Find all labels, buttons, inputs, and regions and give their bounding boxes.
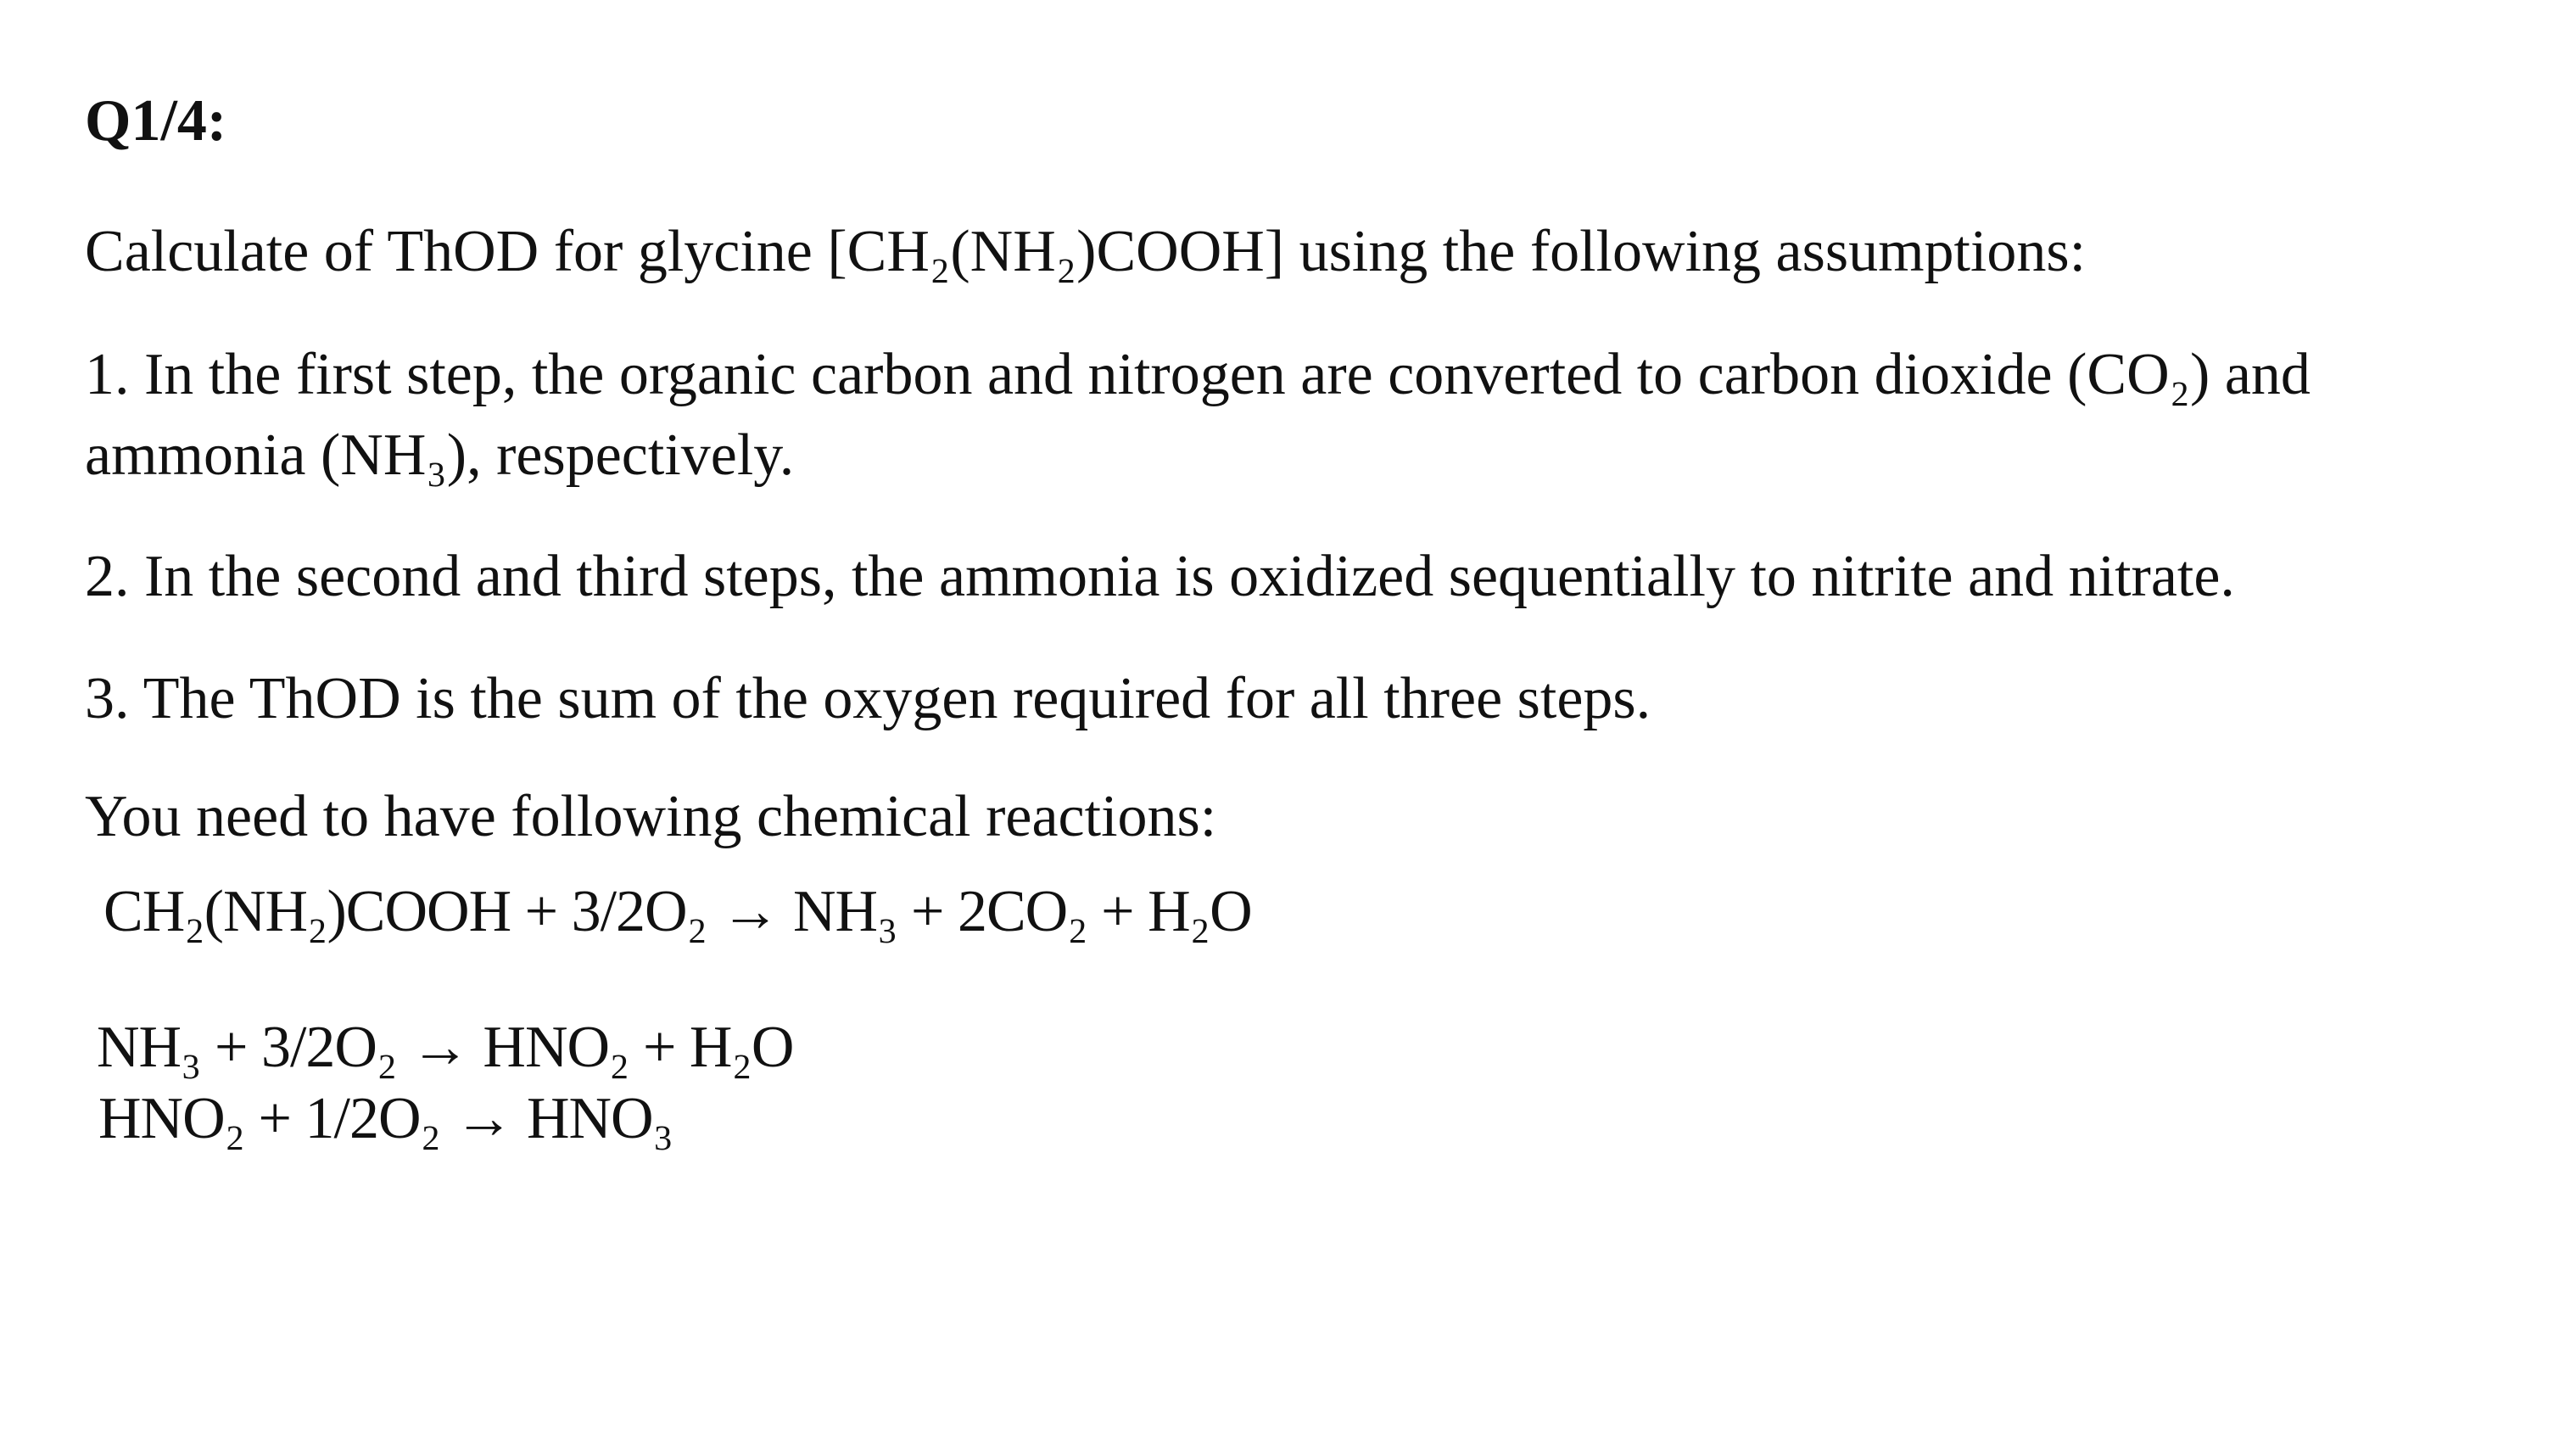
assumption-2: 2. In the second and third steps, the ammonia is oxidized sequentially to nitrite and nitrate. (85, 544, 2235, 609)
question-number: Q1/4: (85, 88, 227, 154)
assumption-3: 3. The ThOD is the sum of the oxygen required for all three steps. (85, 666, 1651, 731)
reaction-1-equation: CH₂(NH₂)COOH + 3/2O₂ → NH₃ + 2CO₂ + H₂O (103, 879, 1252, 944)
question-intro: Calculate of ThOD for glycine [CH₂(NH₂)COOH] using the following assumptions: (85, 219, 2087, 284)
reaction-2-equation: NH₃ + 3/2O₂ → HNO₂ + H₂O (97, 1015, 794, 1080)
reaction-3-equation: HNO₂ + 1/2O₂ → HNO₃ (98, 1086, 673, 1151)
reactions-heading: You need to have following chemical reactions: (85, 784, 1217, 849)
assumption-1: 1. In the first step, the organic carbon and nitrogen are converted to carbon dioxide (CO₂) and ammonia (NH₃), respectively. (85, 342, 2311, 488)
